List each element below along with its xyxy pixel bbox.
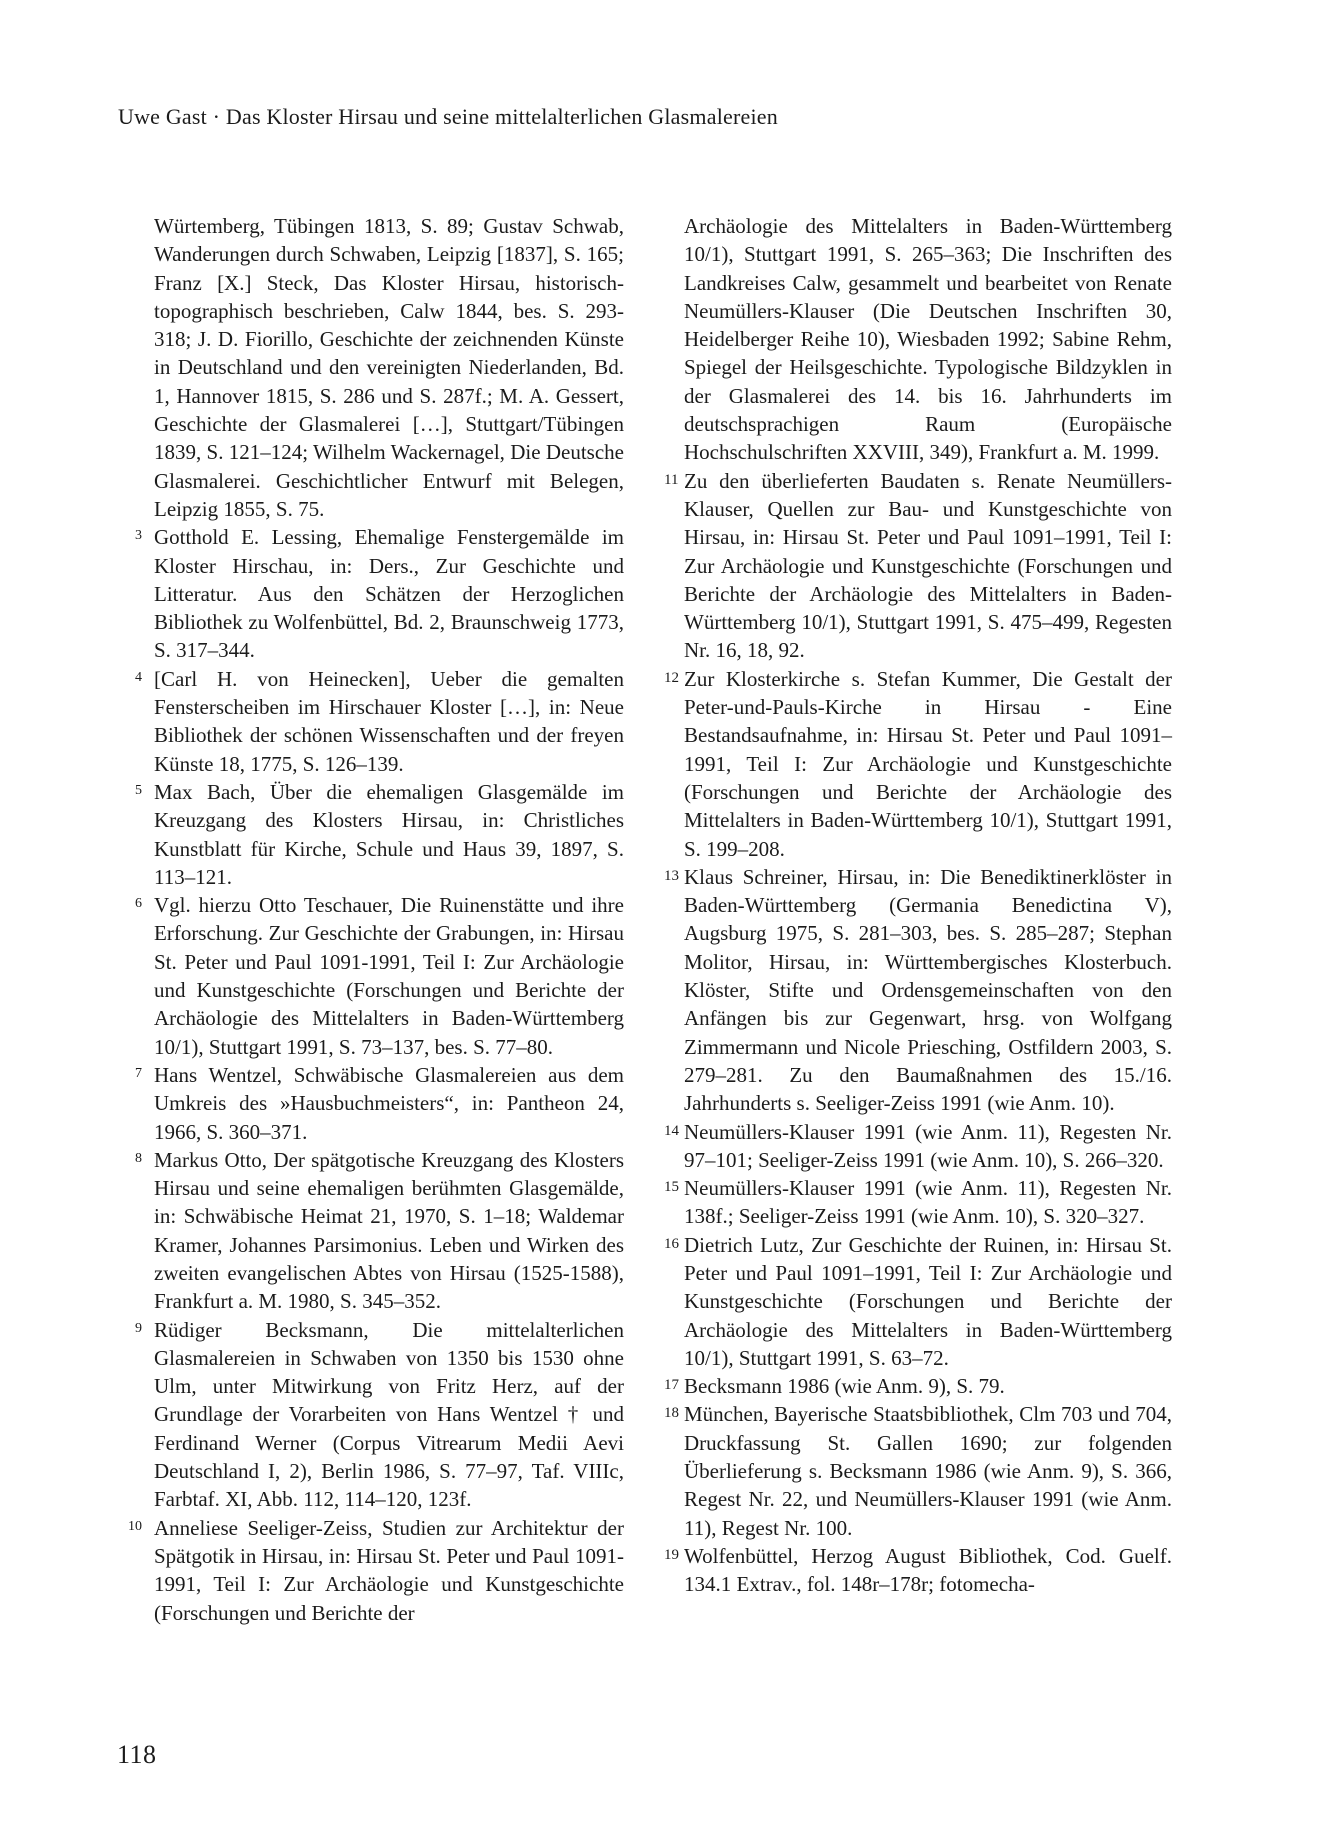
footnote-number: 7 — [135, 1065, 142, 1081]
footnote-text: Dietrich Lutz, Zur Geschichte der Ruinen, in: Hirsau St. Peter und Paul 1091–1991, Teil I: Zur Archäologie und Kunstgeschichte (Forschungen und Berichte der Archäologie des Mittelalters in Baden-Württemberg 10/1), Stuttgart 1991, S. 63–72. — [684, 1232, 1172, 1370]
footnote — [135, 665, 624, 778]
footnote-number: 15 — [664, 1179, 679, 1196]
footnote-text: Anneliese Seeliger-Zeiss, Studien zur Architektur der Spätgotik in Hirsau, in: Hirsau St. Peter und Paul 1091-1991, Teil I: Zur Archäologie und Kunstgeschichte (Forschungen und Berichte der — [154, 1515, 624, 1625]
footnote-text: Gotthold E. Lessing, Ehemalige Fenstergemälde im Kloster Hirschau, in: Ders., Zur Geschichte und Litteratur. Aus den Schätzen der Herzoglichen Bibliothek zu Wolfenbüttel, Bd. 2, Braunschweig 1773, S. 317–344. — [154, 525, 624, 663]
footnote-text: Max Bach, Über die ehemaligen Glasgemälde im Kreuzgang des Klosters Hirsau, in: Christliches Kunstblatt für Kirche, Schule und Haus 39, 1897, S. 113–121. — [154, 779, 624, 889]
footnote-number: 17 — [664, 1377, 679, 1394]
footnote — [664, 665, 1172, 863]
footnote-number: 12 — [664, 669, 679, 686]
footnote-text: Neumüllers-Klauser 1991 (wie Anm. 11), Regesten Nr. 138f.; Seeliger-Zeiss 1991 (wie Anm. 10), S. 320–327. — [684, 1176, 1172, 1229]
footnote-number: 6 — [135, 896, 142, 912]
footnote-number: 19 — [664, 1546, 679, 1563]
footnote — [135, 1146, 624, 1316]
footnote — [664, 863, 1172, 1118]
footnote-number: 3 — [135, 528, 142, 544]
footnote-text: Klaus Schreiner, Hirsau, in: Die Benediktinerklöster in Baden-Württemberg (Germania Benedictina V), Augsburg 1975, S. 281–303, bes. S. 285–287; Stephan Molitor, Hirsau, in: Württembergisches Klosterbuch. Klöster, Stifte und Ordensgemeinschaften von den Anfängen bis zur Gegenwart, hrsg. von Wolfgang Zimmermann und Nicole Priesching, Ostfildern 2003, S. 279–281. Zu den Baumaßnahmen des 15./16. Jahrhunderts s. Seeliger-Zeiss 1991 (wie Anm. 10). — [684, 864, 1172, 1116]
footnote-text: Zur Klosterkirche s. Stefan Kummer, Die Gestalt der Peter-und-Pauls-Kirche in Hirsau - Eine Bestandsaufnahme, in: Hirsau St. Peter und Paul 1091–1991, Teil I: Zur Archäologie und Kunstgeschichte (Forschungen und Berichte der Archäologie des Mittelalters in Baden-Württemberg 10/1), Stuttgart 1991, S. 199–208. — [684, 666, 1172, 861]
footnote-number: 8 — [135, 1150, 142, 1166]
footnote-text: Hans Wentzel, Schwäbische Glasmalereien aus dem Umkreis des »Hausbuchmeisters“, in: Pantheon 24, 1966, S. 360–371. — [154, 1062, 624, 1144]
footnote-number: 16 — [664, 1235, 679, 1252]
footnote-number: 10 — [128, 1518, 142, 1534]
footnote-number: 5 — [135, 782, 142, 798]
footnote-text: Rüdiger Becksmann, Die mittelalterlichen Glasmalereien in Schwaben von 1350 bis 1530 ohne Ulm, unter Mitwirkung von Fritz Herz, auf der Grundlage der Vorarbeiten von Hans Wentzel † und Ferdinand Werner (Corpus Vitrearum Medii Aevi Deutschland I, 2), Berlin 1986, S. 77–97, Taf. VIIIc, Farbtaf. XI, Abb. 112, 114–120, 123f. — [154, 1317, 624, 1512]
page-number: 118 — [117, 1740, 157, 1769]
footnote-text: Becksmann 1986 (wie Anm. 9), S. 79. — [684, 1374, 1005, 1399]
footnote-number: 14 — [664, 1122, 679, 1139]
footnote — [664, 1174, 1172, 1231]
footnote-text: Wolfenbüttel, Herzog August Bibliothek, Cod. Guelf. 134.1 Extrav., fol. 148r–178r; fotomecha- — [684, 1543, 1172, 1597]
footnote — [135, 523, 624, 664]
footnote-number: 4 — [135, 669, 142, 685]
footnote-text: Neumüllers-Klauser 1991 (wie Anm. 11), Regesten Nr. 97–101; Seeliger-Zeiss 1991 (wie Anm. 10), S. 266–320. — [684, 1119, 1172, 1172]
footnote — [135, 778, 624, 891]
footnote — [128, 1514, 624, 1627]
footnote — [664, 467, 1172, 665]
footnote-continuation: Würtemberg, Tübingen 1813, S. 89; Gustav Schwab, Wanderungen durch Schwaben, Leipzig [1837], S. 165; Franz [X.] Steck, Das Kloster Hirsau, historisch-topographisch beschrieben, Calw 1844, bes. S. 293-318; J. D. Fiorillo, Geschichte der zeichnenden Künste in Deutschland und den vereinigten Niederlanden, Bd. 1, Hannover 1815, S. 286 und S. 287f.; M. A. Gessert, Geschichte der Glasmalerei […], Stuttgart/Tübingen 1839, S. 121–124; Wilhelm Wackernagel, Die Deutsche Glasmalerei. Geschichtlicher Entwurf mit Belegen, Leipzig 1855, S. 75. — [154, 214, 624, 521]
footnote-continuation: Archäologie des Mittelalters in Baden-Württemberg 10/1), Stuttgart 1991, S. 265–363; Die Inschriften des Landkreises Calw, gesammelt und bearbeitet von Renate Neumüllers-Klauser (Die Deutschen Inschriften 30, Heidelberger Reihe 10), Wiesbaden 1992; Sabine Rehm, Spiegel der Heilsgeschichte. Typologische Bildzyklen in der Glasmalerei des 14. bis 16. Jahrhunderts im deutschsprachigen Raum (Europäische Hochschulschriften XXVIII, 349), Frankfurt a. M. 1999. — [684, 214, 1172, 465]
footnote-text: München, Bayerische Staatsbibliothek, Clm 703 und 704, Druckfassung St. Gallen 1690; zur folgenden Überlieferung s. Becksmann 1986 (wie Anm. 9), S. 366, Regest Nr. 22, und Neumüllers-Klauser 1991 (wie Anm. 11), Regest Nr. 100. — [684, 1402, 1172, 1540]
footnote-text: Markus Otto, Der spätgotische Kreuzgang des Klosters Hirsau und seine ehemaligen berühmten Glasgemälde, in: Schwäbische Heimat 21, 1970, S. 1–18; Waldemar Kramer, Johannes Parsimonius. Leben und Wirken des zweiten evangelischen Abtes von Hirsau (1525-1588), Frankfurt a. M. 1980, S. 345–352. — [154, 1147, 624, 1314]
footnote — [135, 1316, 624, 1514]
footnote-number: 18 — [664, 1405, 679, 1422]
footnotes-right-column — [664, 212, 1172, 1599]
footnote — [664, 1400, 1172, 1541]
footnote-number: 9 — [135, 1320, 142, 1336]
footnote-number: 11 — [664, 471, 679, 488]
footnote — [664, 1372, 1172, 1400]
footnote-text: Vgl. hierzu Otto Teschauer, Die Ruinenstätte und ihre Erforschung. Zur Geschichte der Grabungen, in: Hirsau St. Peter und Paul 1091-1991, Teil I: Zur Archäologie und Kunstgeschichte (Forschungen und Berichte der Archäologie des Mittelalters in Baden-Württemberg 10/1), Stuttgart 1991, S. 73–137, bes. S. 77–80. — [154, 893, 624, 1059]
footnote — [664, 1231, 1172, 1372]
running-header: Uwe Gast · Das Kloster Hirsau und seine mittelalterlichen Glasmalereien — [118, 104, 778, 129]
footnotes-left-column — [118, 212, 624, 1627]
footnote-number: 13 — [664, 867, 679, 884]
footnote — [664, 1118, 1172, 1175]
footnote — [664, 1542, 1172, 1599]
footnote — [135, 1061, 624, 1146]
footnote — [135, 891, 624, 1061]
footnote-text: [Carl H. von Heinecken], Ueber die gemalten Fensterscheiben im Hirschauer Kloster […], in: Neue Bibliothek der schönen Wissenschaften und der freyen Künste 18, 1775, S. 126–139. — [154, 666, 624, 776]
footnote-text: Zu den überlieferten Baudaten s. Renate Neumüllers-Klauser, Quellen zur Bau- und Kunstgeschichte von Hirsau, in: Hirsau St. Peter und Paul 1091–1991, Teil I: Zur Archäologie und Kunstgeschichte (Forschungen und Berichte der Archäologie des Mittelalters in Baden-Württemberg 10/1), Stuttgart 1991, S. 475–499, Regesten Nr. 16, 18, 92. — [684, 468, 1172, 663]
